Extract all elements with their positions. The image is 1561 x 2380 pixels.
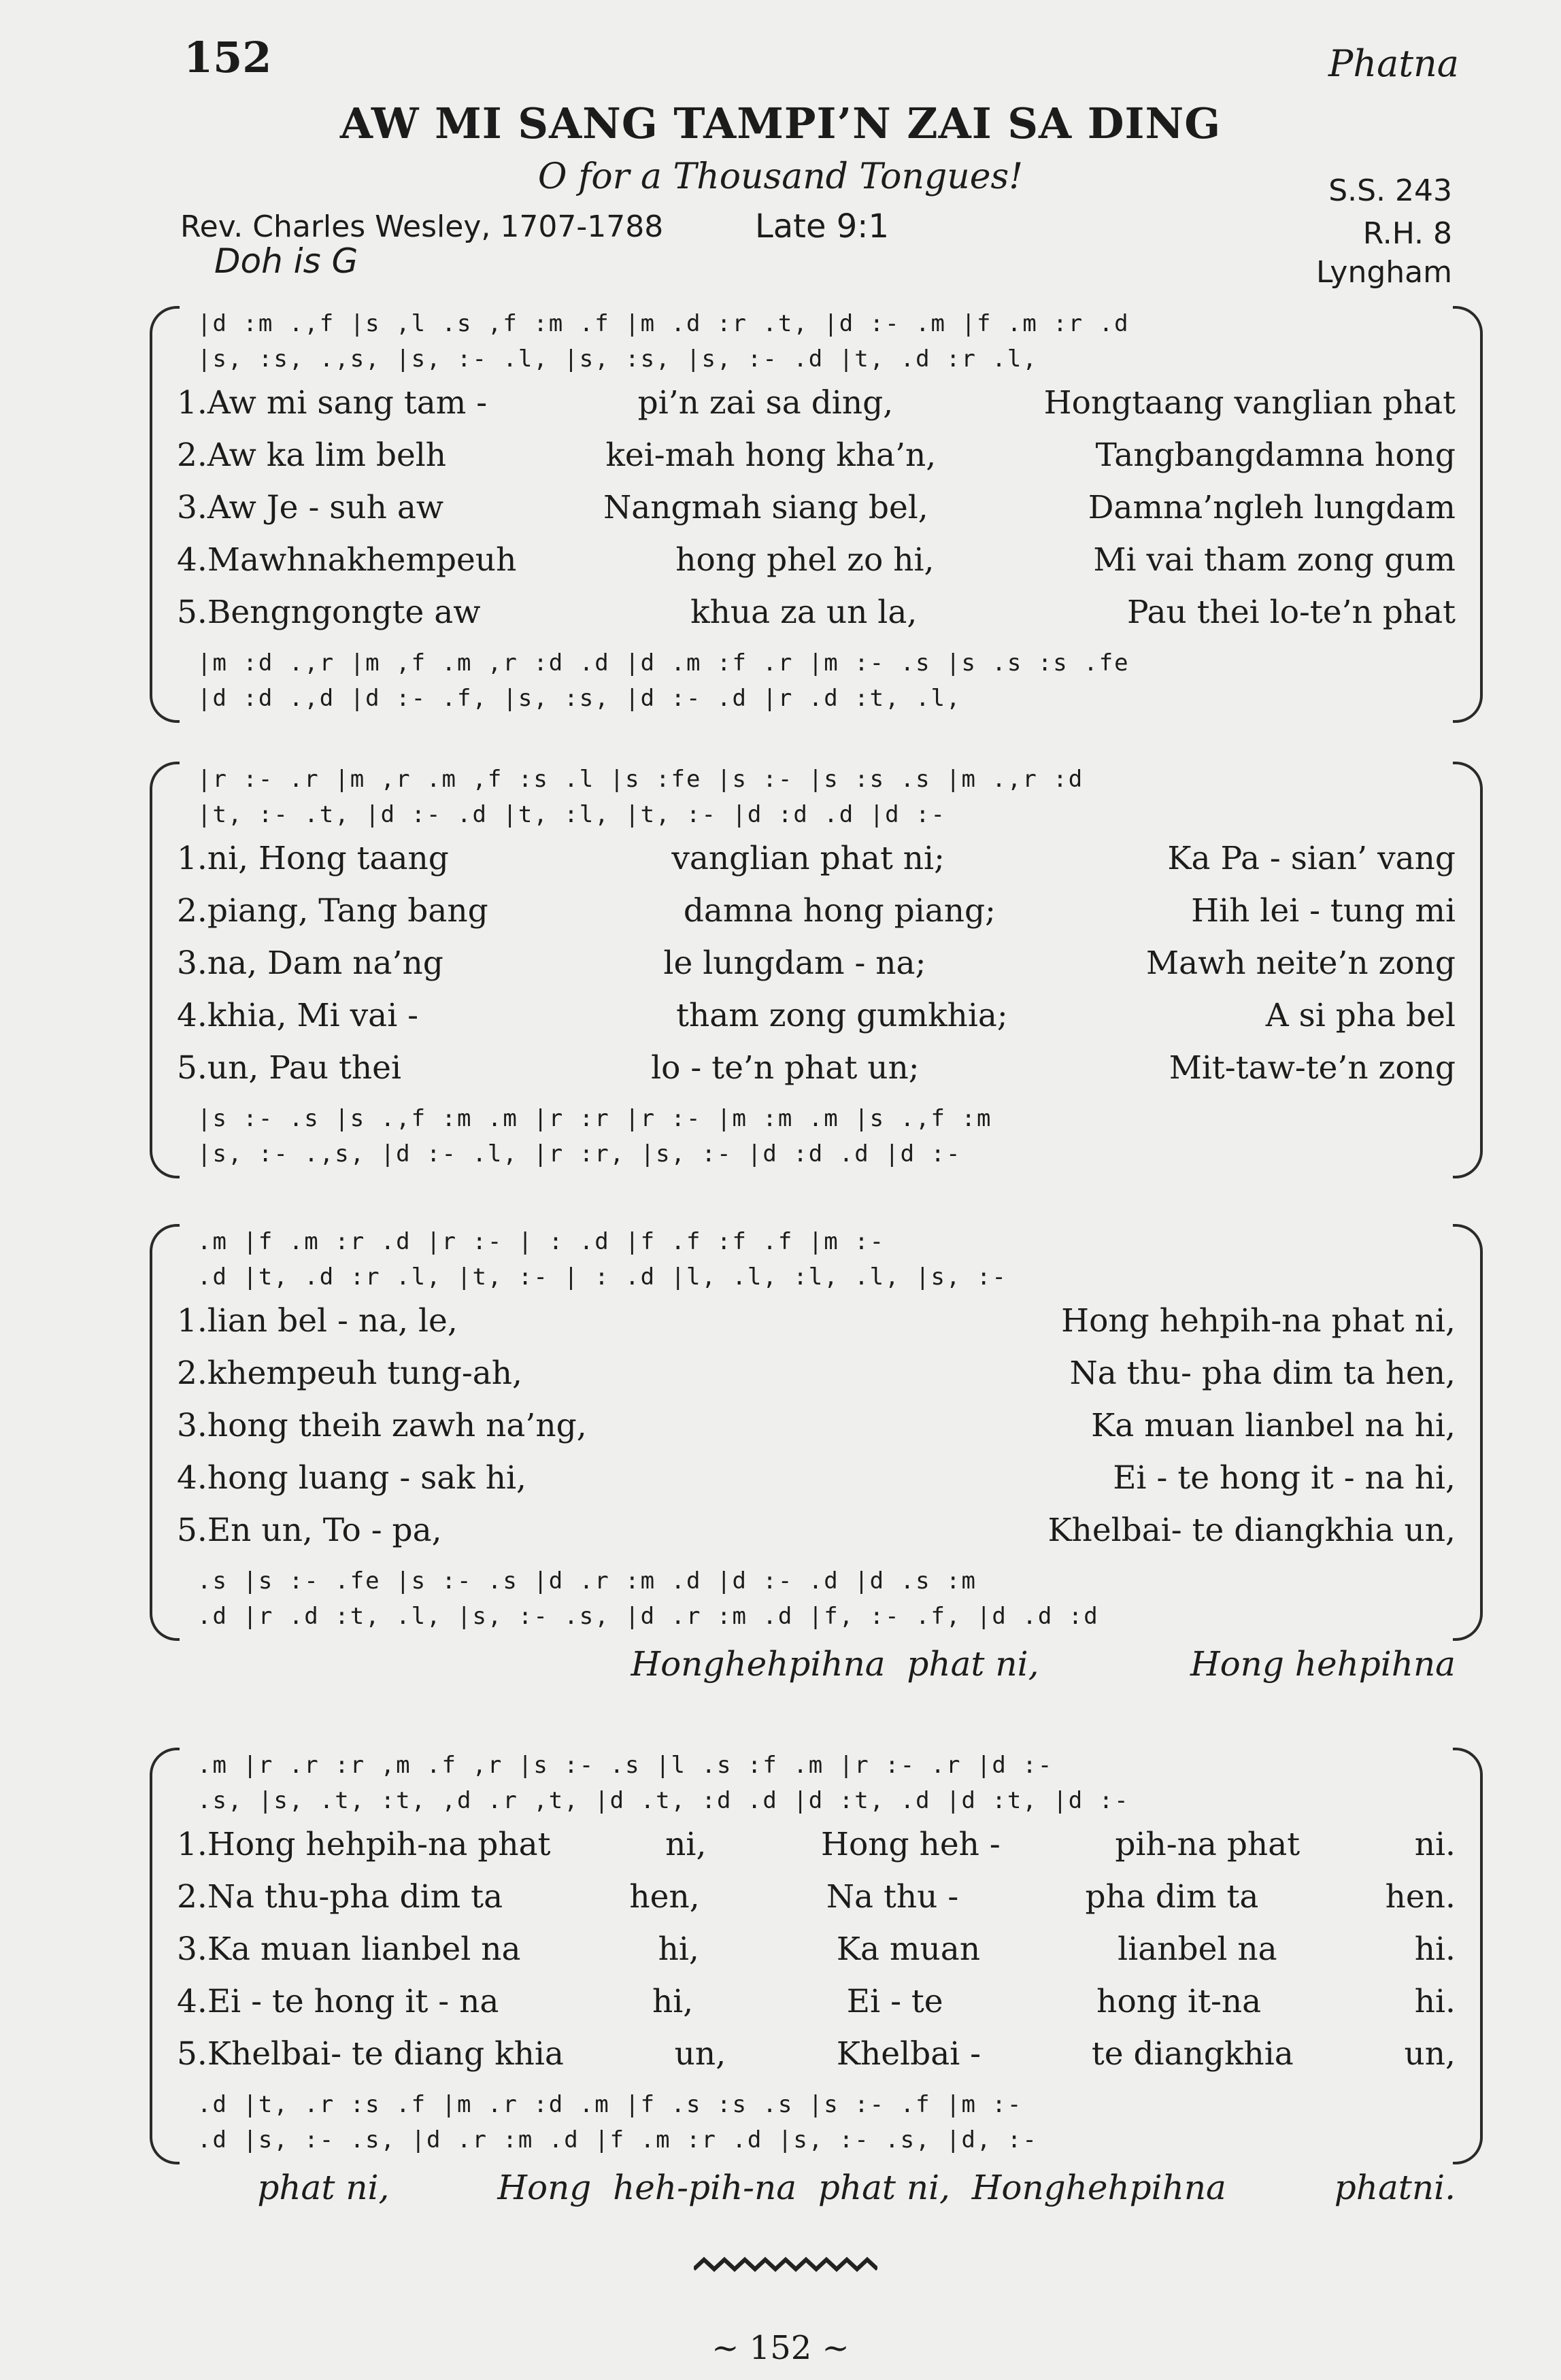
lyric-segment: Hong heh - xyxy=(820,1826,1001,1863)
lyric-segment: 5.En un, To - pa, xyxy=(177,1512,442,1549)
notes-lower xyxy=(197,1101,1435,1172)
music-system xyxy=(150,762,1483,1178)
lyric-segment: Mawh neite’n zong xyxy=(1146,945,1456,982)
solfa-row: .s |s :- .fe |s :- .s |d .r :m .d |d :- .d |d .s :m xyxy=(197,1567,977,1595)
scripture-reference: Late 9:1 xyxy=(755,207,890,245)
verse-line xyxy=(177,1975,1456,2028)
lyric-segment: vanglian phat ni; xyxy=(671,840,945,877)
notes-lower xyxy=(197,2087,1435,2158)
verse-line xyxy=(177,1347,1456,1399)
lyric-segment: Na thu - xyxy=(826,1878,959,1916)
verse-line xyxy=(177,1871,1456,1923)
verse-line xyxy=(177,1923,1456,1975)
notes-lower xyxy=(197,1563,1435,1634)
hymn-author: Rev. Charles Wesley, 1707-1788 xyxy=(180,209,664,244)
refrain-cue: phat ni, Hong heh-pih-na phat ni, Honghehpihna phatni. xyxy=(257,2168,1456,2207)
solfa-row: .d |t, .r :s .f |m .r :d .m |f .s :s .s |s :- .f |m :- xyxy=(197,2091,1023,2118)
brace-left xyxy=(150,1748,180,2164)
lyric-segment: 2.Na thu-pha dim ta xyxy=(177,1878,503,1916)
solfa-row: |m :d .,r |m ,f .m ,r :d .d |d .m :f .r |m :- .s |s .s :s .fe xyxy=(197,649,1130,677)
hymn-title: AW MI SANG TAMPI’N ZAI SA DING xyxy=(339,99,1222,148)
lyric-segment: kei-mah hong kha’n, xyxy=(605,437,937,474)
verse-line xyxy=(177,2028,1456,2080)
lyric-segment: 4.Mawhnakhempeuh xyxy=(177,541,517,579)
brace-left xyxy=(150,762,180,1178)
lyric-segment: pih-na phat xyxy=(1115,1826,1300,1863)
lyric-segment: Ka Pa - sian’ vang xyxy=(1167,840,1456,877)
lyric-segment: Nangmah siang bel, xyxy=(603,489,928,526)
lyric-segment: Damna’ngleh lungdam xyxy=(1088,489,1456,526)
page-footer: ~ 152 ~ xyxy=(711,2329,850,2367)
music-key: Doh is G xyxy=(214,241,358,281)
lyrics-block xyxy=(177,1295,1456,1557)
verse-line xyxy=(177,1042,1456,1094)
lyric-segment: 1.Hong hehpih-na phat xyxy=(177,1826,551,1863)
lyric-segment: Hong hehpih-na phat ni, xyxy=(1061,1302,1456,1340)
lyric-segment: 5.Bengngongte aw xyxy=(177,594,481,631)
lyric-segment: 2.Aw ka lim belh xyxy=(177,437,447,474)
ornament-divider xyxy=(694,2254,877,2275)
music-system xyxy=(150,1224,1483,1684)
ss-number: S.S. 243 xyxy=(1328,173,1452,208)
verse-line xyxy=(177,481,1456,534)
lyric-segment: hen, xyxy=(629,1878,700,1916)
lyrics-block xyxy=(177,1818,1456,2080)
solfa-row: .d |t, .d :r .l, |t, :- | : .d |l, .l, :l, .l, |s, :- xyxy=(197,1263,1007,1291)
solfa-row: .m |f .m :r .d |r :- | : .d |f .f :f .f |m :- xyxy=(197,1228,886,1255)
lyric-segment: 4.khia, Mi vai - xyxy=(177,997,419,1034)
brace-right xyxy=(1453,1748,1483,2164)
lyrics-block xyxy=(177,377,1456,639)
lyric-segment: 1.ni, Hong taang xyxy=(177,840,449,877)
lyric-segment: 1.Aw mi sang tam - xyxy=(177,384,488,422)
lyric-segment: Khelbai - xyxy=(836,2035,981,2073)
lyric-segment: 3.Ka muan lianbel na xyxy=(177,1931,521,1968)
solfa-row: |t, :- .t, |d :- .d |t, :l, |t, :- |d :d .d |d :- xyxy=(197,801,947,828)
lyric-segment: 1.lian bel - na, le, xyxy=(177,1302,458,1340)
lyric-segment: 5.un, Pau thei xyxy=(177,1049,402,1087)
music-system xyxy=(150,306,1483,723)
solfa-row: |s, :s, .,s, |s, :- .l, |s, :s, |s, :- .d |t, .d :r .l, xyxy=(197,345,1038,373)
verse-line xyxy=(177,989,1456,1042)
lyric-segment: Ei - te hong it - na hi, xyxy=(1113,1459,1456,1497)
page-number: 152 xyxy=(184,33,272,82)
brace-right xyxy=(1453,1224,1483,1641)
verse-line xyxy=(177,1452,1456,1504)
tune-name: Lyngham xyxy=(1315,255,1452,290)
refrain-cue: Honghehpihna phat ni, Hong hehpihna xyxy=(631,1644,1456,1684)
lyric-segment: 3.na, Dam na’ng xyxy=(177,945,443,982)
lyric-segment: 2.khempeuh tung-ah, xyxy=(177,1355,522,1392)
lyric-segment: Na thu- pha dim ta hen, xyxy=(1069,1355,1456,1392)
lyric-segment: Hih lei - tung mi xyxy=(1191,892,1456,930)
lyric-segment: Khelbai- te diangkhia un, xyxy=(1047,1512,1456,1549)
solfa-row: |s :- .s |s .,f :m .m |r :r |r :- |m :m .m |s .,f :m xyxy=(197,1105,992,1132)
brace-right xyxy=(1453,762,1483,1178)
lyric-segment: hen. xyxy=(1385,1878,1456,1916)
solfa-row: |d :d .,d |d :- .f, |s, :s, |d :- .d |r .d :t, .l, xyxy=(197,685,962,712)
verse-line xyxy=(177,885,1456,937)
lyric-segment: ni. xyxy=(1414,1826,1456,1863)
lyric-segment: Hongtaang vanglian phat xyxy=(1043,384,1456,422)
lyric-segment: pha dim ta xyxy=(1085,1878,1259,1916)
lyric-segment: Mi vai tham zong gum xyxy=(1093,541,1456,579)
lyric-segment: lo - te’n phat un; xyxy=(651,1049,920,1087)
solfa-row: .d |s, :- .s, |d .r :m .d |f .m :r .d |s, :- .s, |d, :- xyxy=(197,2126,1038,2154)
brace-right xyxy=(1453,306,1483,723)
lyric-segment: 3.hong theih zawh na’ng, xyxy=(177,1407,587,1444)
verse-line xyxy=(177,937,1456,989)
solfa-row: |r :- .r |m ,r .m ,f :s .l |s :fe |s :- |s :s .s |m .,r :d xyxy=(197,766,1084,793)
verse-line xyxy=(177,377,1456,429)
lyric-segment: 3.Aw Je - suh aw xyxy=(177,489,444,526)
notes-upper xyxy=(197,1224,1435,1295)
lyric-segment: lianbel na xyxy=(1118,1931,1277,1968)
verse-line xyxy=(177,586,1456,639)
lyric-segment: A si pha bel xyxy=(1265,997,1456,1034)
solfa-row: .s, |s, .t, :t, ,d .r ,t, |d .t, :d .d |d :t, .d |d :t, |d :- xyxy=(197,1787,1130,1814)
lyric-segment: tham zong gumkhia; xyxy=(676,997,1008,1034)
solfa-row: |d :m .,f |s ,l .s ,f :m .f |m .d :r .t, |d :- .m |f .m :r .d xyxy=(197,310,1130,337)
notes-upper xyxy=(197,1748,1435,1818)
lyric-segment: le lungdam - na; xyxy=(663,945,926,982)
music-system xyxy=(150,1748,1483,2207)
solfa-row: |s, :- .,s, |d :- .l, |r :r, |s, :- |d :d .d |d :- xyxy=(197,1140,962,1168)
lyric-segment: Ka muan lianbel na hi, xyxy=(1091,1407,1456,1444)
notes-upper xyxy=(197,762,1435,832)
lyric-segment: Pau thei lo-te’n phat xyxy=(1126,594,1456,631)
lyric-segment: 4.Ei - te hong it - na xyxy=(177,1983,499,2020)
verse-line xyxy=(177,1399,1456,1452)
section-name: Phatna xyxy=(1328,42,1459,85)
brace-left xyxy=(150,1224,180,1641)
notes-upper xyxy=(197,306,1435,377)
lyric-segment: 4.hong luang - sak hi, xyxy=(177,1459,526,1497)
verse-line xyxy=(177,832,1456,885)
lyric-segment: Mit-taw-te’n zong xyxy=(1169,1049,1456,1087)
lyric-segment: un, xyxy=(1404,2035,1456,2073)
lyrics-block xyxy=(177,832,1456,1094)
lyric-segment: hi. xyxy=(1414,1931,1456,1968)
verse-line xyxy=(177,429,1456,481)
verse-line xyxy=(177,1818,1456,1871)
verse-line xyxy=(177,1295,1456,1347)
verse-line xyxy=(177,534,1456,586)
solfa-row: .d |r .d :t, .l, |s, :- .s, |d .r :m .d |f, :- .f, |d .d :d xyxy=(197,1603,1099,1630)
lyric-segment: Ka muan xyxy=(836,1931,981,1968)
lyric-segment: khua za un la, xyxy=(690,594,918,631)
rh-number: R.H. 8 xyxy=(1362,216,1452,251)
lyric-segment: 5.Khelbai- te diang khia xyxy=(177,2035,564,2073)
hymn-subtitle: O for a Thousand Tongues! xyxy=(537,156,1024,197)
lyric-segment: hi, xyxy=(652,1983,694,2020)
lyric-segment: damna hong piang; xyxy=(683,892,996,930)
verse-line xyxy=(177,1504,1456,1557)
lyric-segment: pi’n zai sa ding, xyxy=(637,384,894,422)
lyric-segment: hi. xyxy=(1414,1983,1456,2020)
lyric-segment: te diangkhia xyxy=(1091,2035,1294,2073)
lyric-segment: un, xyxy=(674,2035,726,2073)
lyric-segment: ni, xyxy=(665,1826,707,1863)
lyric-segment: hi, xyxy=(658,1931,699,1968)
notes-lower xyxy=(197,645,1435,716)
lyric-segment: hong phel zo hi, xyxy=(675,541,935,579)
brace-left xyxy=(150,306,180,723)
solfa-row: .m |r .r :r ,m .f ,r |s :- .s |l .s :f .m |r :- .r |d :- xyxy=(197,1752,1054,1779)
lyric-segment: 2.piang, Tang bang xyxy=(177,892,488,930)
lyric-segment: hong it-na xyxy=(1096,1983,1262,2020)
lyric-segment: Tangbangdamna hong xyxy=(1095,437,1456,474)
lyric-segment: Ei - te xyxy=(846,1983,943,2020)
